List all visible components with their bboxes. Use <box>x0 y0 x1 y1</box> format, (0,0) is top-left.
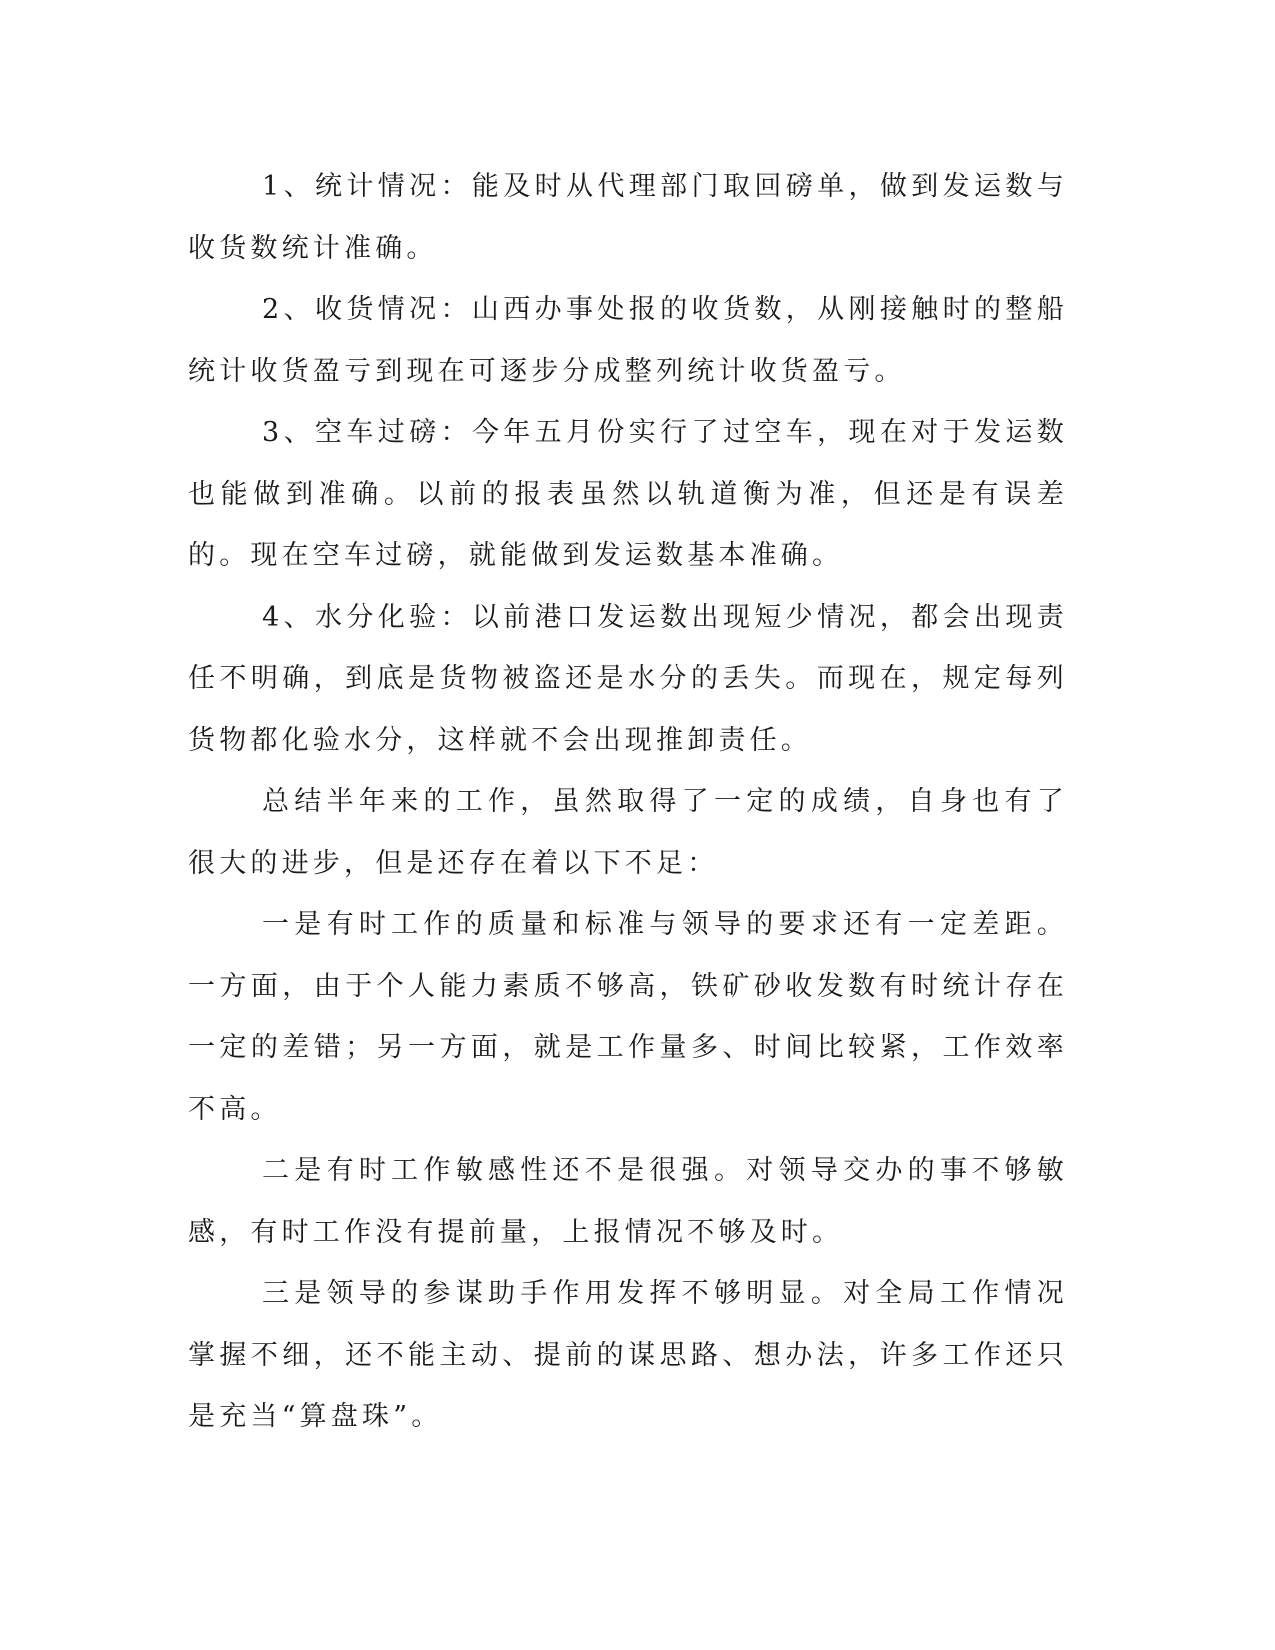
paragraph-shortcoming-three: 三是领导的参谋助手作用发挥不够明显。对全局工作情况掌握不细，还不能主动、提前的谋思路、想办法，许多工作还只是充当“算盘珠”。 <box>188 1278 1068 1432</box>
paragraph-summary: 总结半年来的工作，虽然取得了一定的成绩，自身也有了很大的进步，但是还存在着以下不足： <box>188 786 1068 879</box>
paragraph-statistics: 1、统计情况：能及时从代理部门取回磅单，做到发运数与收货数统计准确。 <box>188 171 1068 264</box>
document-body <box>188 156 1068 1448</box>
paragraph-receipt: 2、收货情况：山西办事处报的收货数，从刚接触时的整船统计收货盈亏到现在可逐步分成整列统计收货盈亏。 <box>188 294 1068 387</box>
paragraph-shortcoming-two: 二是有时工作敏感性还不是很强。对领导交办的事不够敏感，有时工作没有提前量，上报情况不够及时。 <box>188 1155 1068 1248</box>
paragraph-moisture-test: 4、水分化验：以前港口发运数出现短少情况，都会出现责任不明确，到底是货物被盗还是水分的丢失。而现在，规定每列货物都化验水分，这样就不会出现推卸责任。 <box>188 601 1068 756</box>
paragraph-shortcoming-one: 一是有时工作的质量和标准与领导的要求还有一定差距。一方面，由于个人能力素质不够高，铁矿砂收发数有时统计存在一定的差错；另一方面，就是工作量多、时间比较紧，工作效率不高。 <box>188 909 1068 1125</box>
paragraph-empty-car-weighing: 3、空车过磅：今年五月份实行了过空车，现在对于发运数也能做到准确。以前的报表虽然以轨道衡为准，但还是有误差的。现在空车过磅，就能做到发运数基本准确。 <box>188 417 1068 571</box>
